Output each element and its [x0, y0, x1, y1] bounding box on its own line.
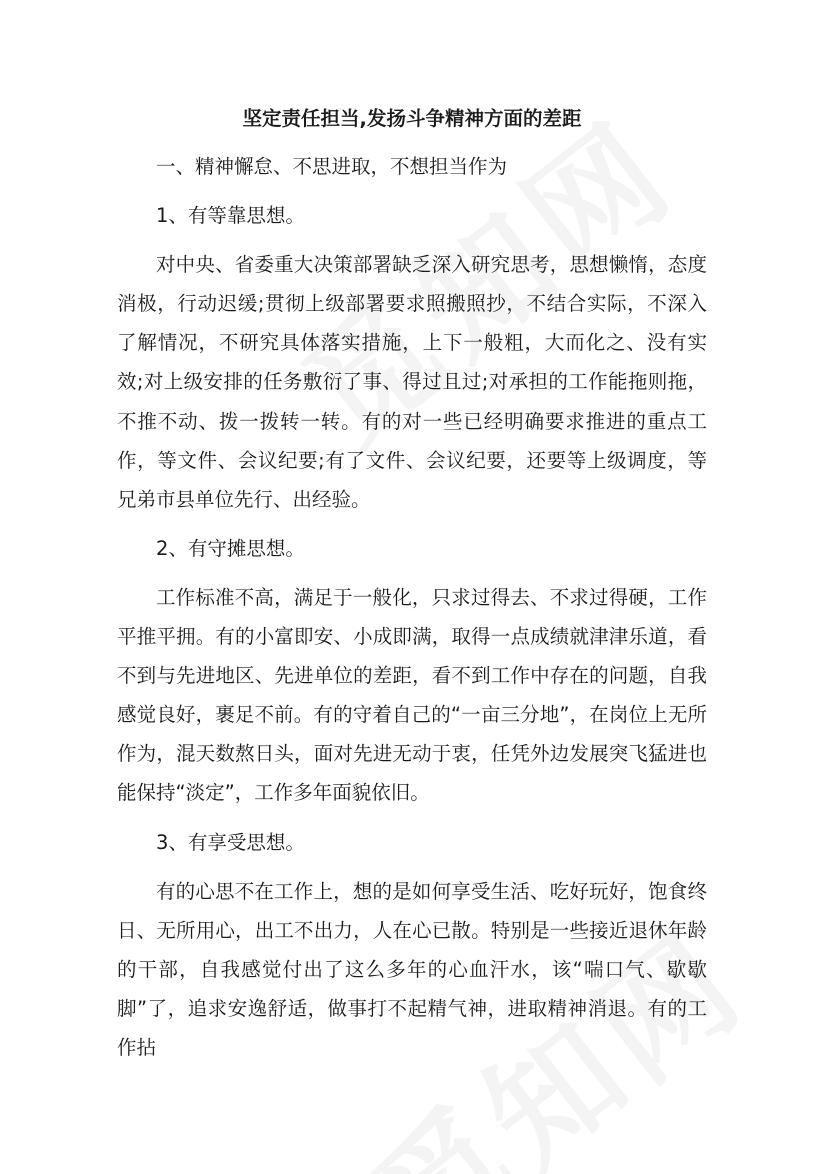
item-heading-3: 3、有享受思想。: [156, 830, 305, 854]
item-heading-1: 1、有等靠思想。: [156, 204, 305, 228]
item-body-3: 有的心思不在工作上，想的是如何享受生活、吃好玩好，饱食终日、无所用心，出工不出力，人在心已散。特别是一些接近退休年龄的干部，自我感觉付出了这么多年的心血汗水，该“喘口气、歇歇脚”了，追求安逸舒适，做事打不起精气神，进取精神消退。有的工作拈: [117, 879, 707, 1059]
item-body-1: 对中央、省委重大决策部署缺乏深入研究思考，思想懒惰，态度消极，行动迟缓;贯彻上级部署要求照搬照抄，不结合实际，不深入了解情况，不研究具体落实措施，上下一般粗，大而化之、没有实效;对上级安排的任务敷衍了事、得过且过;对承担的工作能拖则拖，不推不动、拨一拨转一转。有的对一些已经明确要求推进的重点工作，等文件、会议纪要;有了文件、会议纪要，还要等上级调度，等兄弟市县单位先行、出经验。: [117, 253, 707, 511]
document-body: [117, 104, 707, 1067]
item-body-2: 工作标准不高，满足于一般化，只求过得去、不求过得硬，工作平推平拥。有的小富即安、小成即满，取得一点成绩就津津乐道，看不到与先进地区、先进单位的差距，看不到工作中存在的问题，自我感觉良好，裹足不前。有的守着自己的“一亩三分地”，在岗位上无所作为，混天数熬日头，面对先进无动于衷，任凭外边发展突飞猛进也能保持“淡定”，工作多年面貌依旧。: [117, 585, 707, 805]
document-title: 坚定责任担当,发扬斗争精神方面的差距: [242, 107, 582, 130]
item-heading-2: 2、有守摊思想。: [156, 536, 305, 560]
section-heading-1: 一、精神懈怠、不思进取，不想担当作为: [156, 155, 508, 178]
